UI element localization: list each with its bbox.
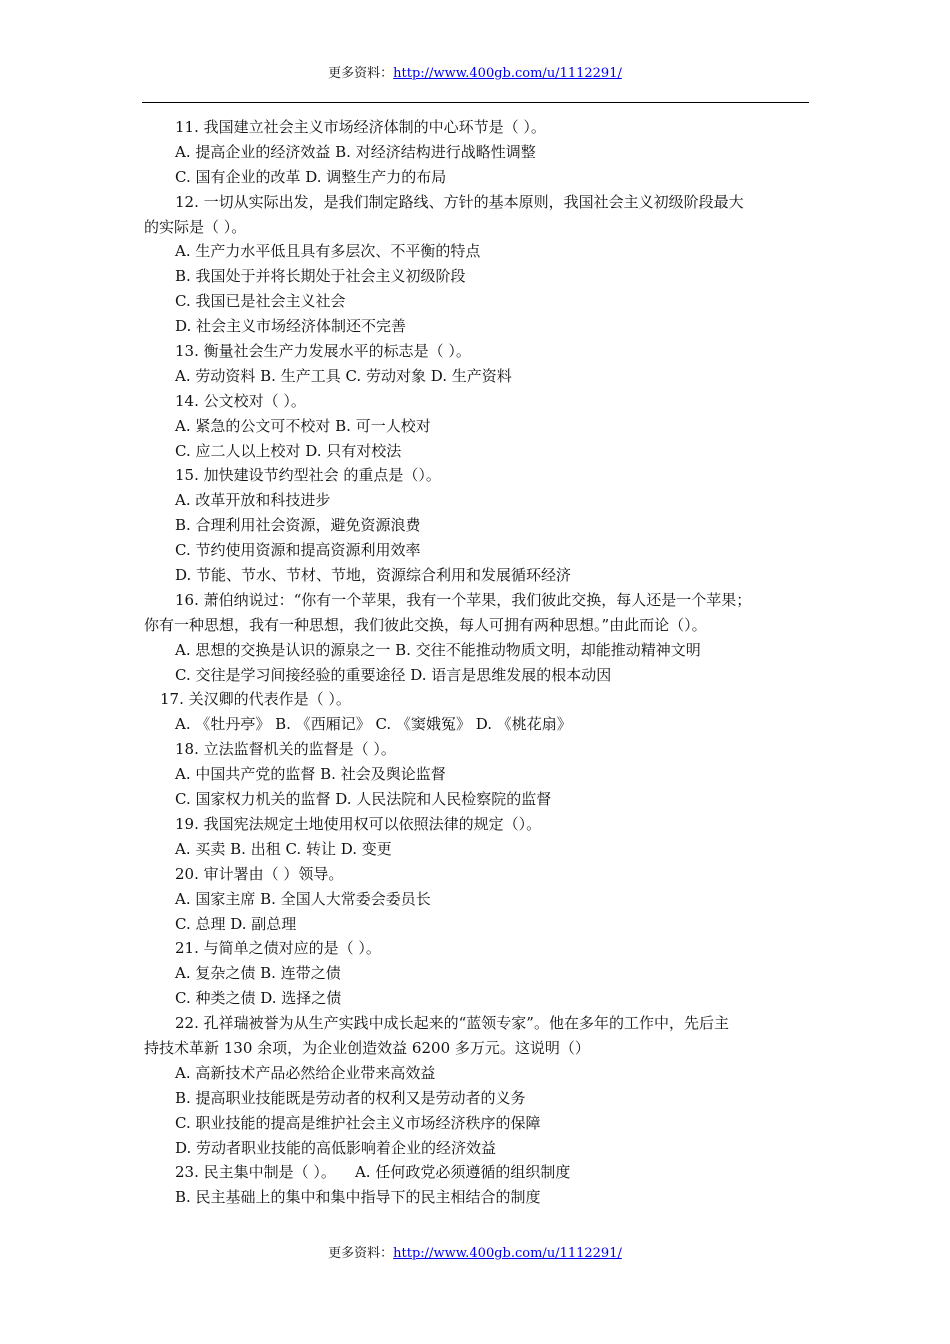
text-line: D. 劳动者职业技能的高低影响着企业的经济效益 xyxy=(175,1138,497,1157)
text-line: A. 提高企业的经济效益 B. 对经济结构进行战略性调整 xyxy=(175,142,536,161)
text-line: 19. 我国宪法规定土地使用权可以依照法律的规定（）。 xyxy=(175,814,542,833)
text-line: A. 生产力水平低且具有多层次、不平衡的特点 xyxy=(175,242,481,261)
page-footer xyxy=(0,1244,950,1264)
text-line: 14. 公文校对（ ）。 xyxy=(175,391,306,410)
text-line: C. 应二人以上校对 D. 只有对校法 xyxy=(175,441,402,460)
text-line: 13. 衡量社会生产力发展水平的标志是（ ）。 xyxy=(175,342,471,361)
text-line: A. 高新技术产品必然给企业带来高效益 xyxy=(175,1063,436,1082)
text-line: C. 职业技能的提高是维护社会主义市场经济秩序的保障 xyxy=(175,1113,541,1132)
text-line: A. 国家主席 B. 全国人大常委会委员长 xyxy=(175,889,431,908)
text-line: C. 总理 D. 副总理 xyxy=(175,914,297,933)
text-line: A. 思想的交换是认识的源泉之一 B. 交往不能推动物质文明，却能推动精神文明 xyxy=(175,640,701,659)
text-line: B. 我国处于并将长期处于社会主义初级阶段 xyxy=(175,267,466,286)
text-line: C. 我国已是社会主义社会 xyxy=(175,292,346,311)
text-line: 你有一种思想，我有一种思想，我们彼此交换，每人可拥有两种思想。”由此而论（）。 xyxy=(144,615,707,634)
text-line: C. 国家权力机关的监督 D. 人民法院和人民检察院的监督 xyxy=(175,790,552,809)
text-line: C. 种类之债 D. 选择之债 xyxy=(175,989,342,1008)
text-line: 22. 孔祥瑞被誉为从生产实践中成长起来的“蓝领专家”。他在多年的工作中，先后主 xyxy=(175,1014,729,1033)
text-line: D. 节能、节水、节材、节地，资源综合利用和发展循环经济 xyxy=(175,566,572,585)
text-line: A. 买卖 B. 出租 C. 转让 D. 变更 xyxy=(175,839,392,858)
page-header xyxy=(0,64,950,84)
text-line: D. 社会主义市场经济体制还不完善 xyxy=(175,317,407,336)
text-line: C. 交往是学习间接经验的重要途径 D. 语言是思维发展的根本动因 xyxy=(175,665,612,684)
text-line: B. 提高职业技能既是劳动者的权利又是劳动者的义务 xyxy=(175,1088,526,1107)
header-divider xyxy=(142,102,809,103)
footer-link[interactable]: http://www.400gb.com/u/1112291/ xyxy=(393,1246,622,1261)
text-line: C. 国有企业的改革 D. 调整生产力的布局 xyxy=(175,167,447,186)
text-line: A. 改革开放和科技进步 xyxy=(175,491,331,510)
header-link[interactable]: http://www.400gb.com/u/1112291/ xyxy=(393,66,622,81)
text-line: 18. 立法监督机关的监督是（ ）。 xyxy=(175,740,396,759)
text-line: B. 民主基础上的集中和集中指导下的民主相结合的制度 xyxy=(175,1188,541,1207)
header-label: 更多资料： xyxy=(328,66,394,81)
text-line: A. 劳动资料 B. 生产工具 C. 劳动对象 D. 生产资料 xyxy=(175,366,512,385)
question-body xyxy=(144,115,810,1210)
text-line: 15. 加快建设节约型社会 的重点是（）。 xyxy=(175,466,441,485)
text-line: 21. 与简单之债对应的是（ ）。 xyxy=(175,939,381,958)
text-line: A. 复杂之债 B. 连带之债 xyxy=(175,964,341,983)
text-line: 持技术革新 130 余项，为企业创造效益 6200 多万元。这说明（） xyxy=(144,1038,590,1057)
text-line: B. 合理利用社会资源，避免资源浪费 xyxy=(175,516,421,535)
text-line: 17. 关汉卿的代表作是（ ）。 xyxy=(160,690,351,709)
text-line: 11. 我国建立社会主义市场经济体制的中心环节是（ ）。 xyxy=(175,118,546,136)
text-line: A. 紧急的公文可不校对 B. 可一人校对 xyxy=(175,416,431,435)
text-line: 16. 萧伯纳说过：“你有一个苹果，我有一个苹果，我们彼此交换，每人还是一个苹果； xyxy=(175,590,752,609)
footer-label: 更多资料： xyxy=(328,1246,394,1261)
text-line: C. 节约使用资源和提高资源利用效率 xyxy=(175,541,421,560)
text-line: 12. 一切从实际出发，是我们制定路线、方针的基本原则，我国社会主义初级阶段最大 xyxy=(175,192,744,211)
text-line: 23. 民主集中制是（ ）。 A. 任何政党必须遵循的组织制度 xyxy=(175,1163,571,1182)
text-line: A. 中国共产党的监督 B. 社会及舆论监督 xyxy=(175,765,446,784)
text-line: A. 《牡丹亭》 B. 《西厢记》 C. 《窦娥冤》 D. 《桃花扇》 xyxy=(175,715,572,734)
text-line: 的实际是（ ）。 xyxy=(144,217,247,236)
text-line: 20. 审计署由（ ）领导。 xyxy=(175,864,344,883)
